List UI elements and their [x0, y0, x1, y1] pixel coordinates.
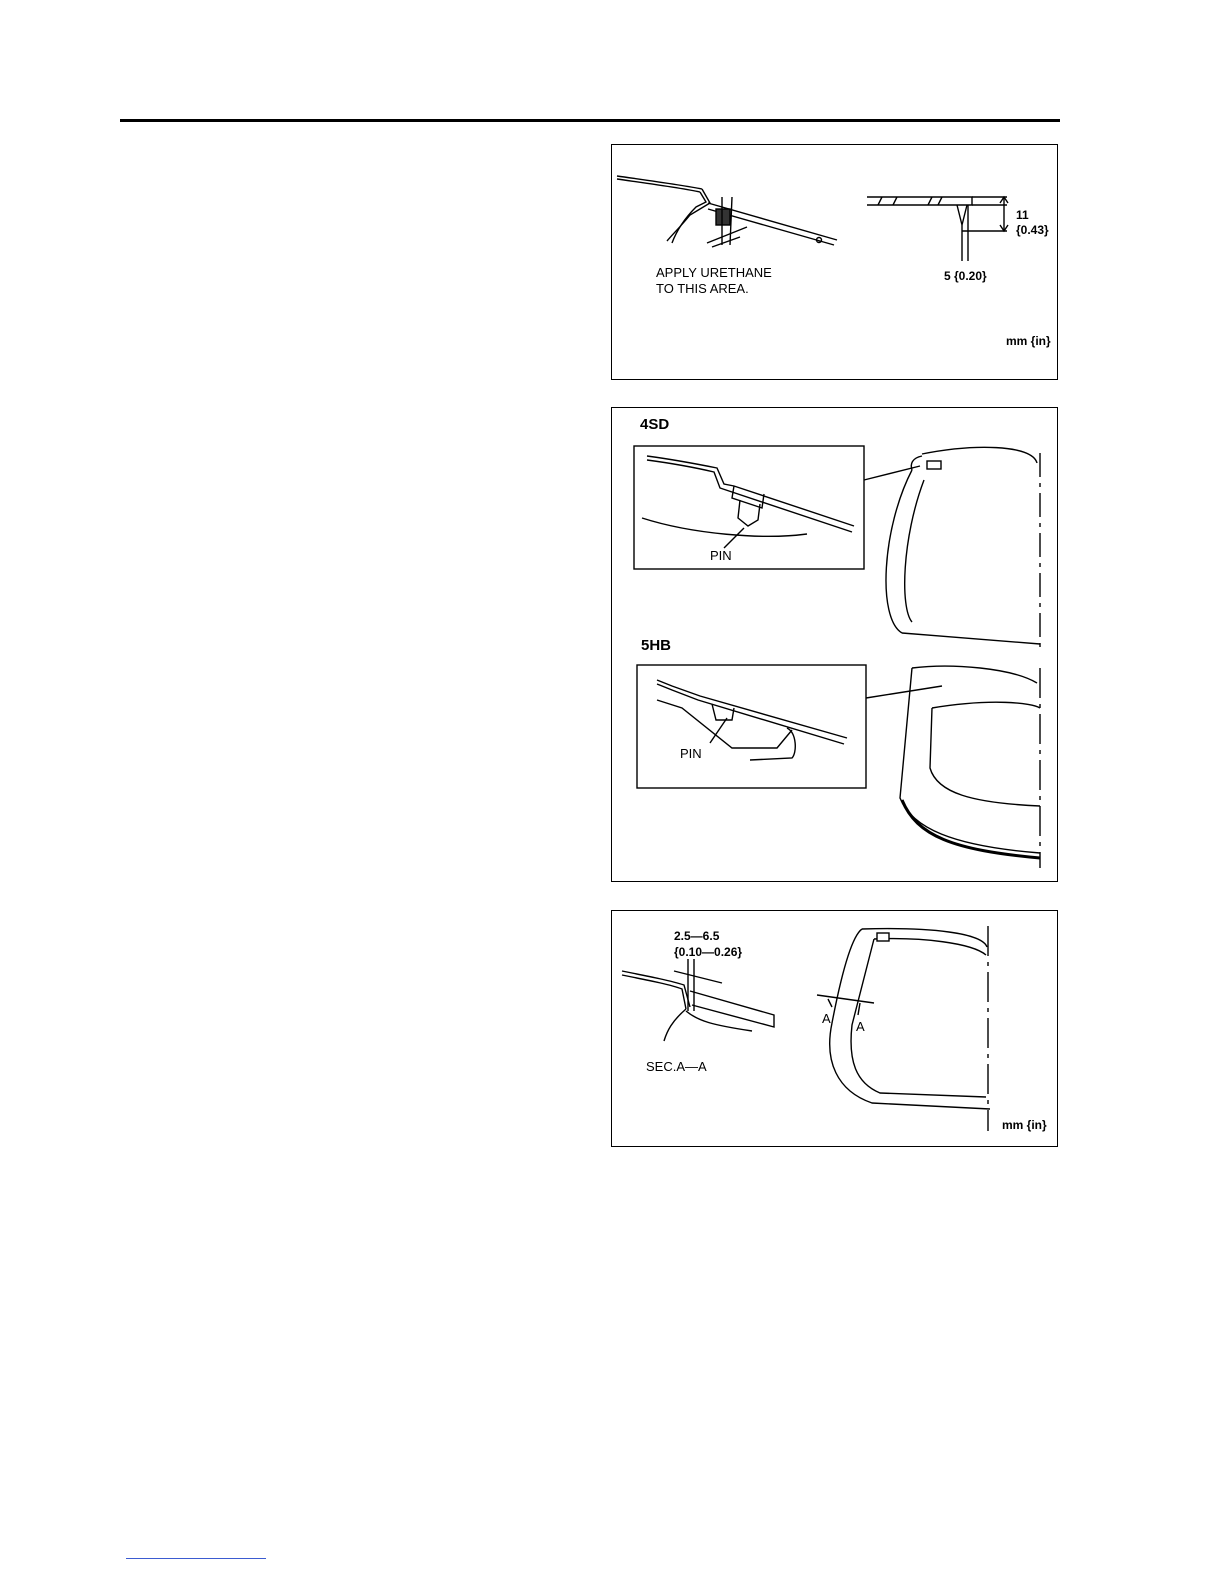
pin-label-5hb: PIN	[680, 746, 702, 761]
figure-bead-clearance	[611, 910, 1058, 1147]
apply-urethane-label-line2: TO THIS AREA.	[656, 281, 749, 296]
section-marker-right: A	[856, 1019, 865, 1034]
section-label: SEC.A—A	[646, 1059, 707, 1074]
unit-label: mm {in}	[1002, 1118, 1047, 1132]
clearance-dimension: 2.5—6.5	[674, 929, 720, 943]
footer-link-underline	[126, 1558, 266, 1559]
dimension-height: 11	[1016, 208, 1029, 222]
dimension-height-inches: {0.43}	[1016, 223, 1049, 237]
urethane-illustration	[612, 145, 1059, 381]
variant-4sd-label: 4SD	[640, 416, 670, 433]
dimension-width: 5 {0.20}	[944, 269, 987, 283]
apply-urethane-label-line1: APPLY URETHANE	[656, 265, 772, 280]
pin-label-4sd: PIN	[710, 548, 732, 563]
variant-5hb-label: 5HB	[641, 637, 672, 654]
figure-urethane-application	[611, 144, 1058, 380]
header-rule	[120, 119, 1060, 122]
figure-pin-locations	[611, 407, 1058, 882]
unit-label: mm {in}	[1006, 334, 1051, 348]
pin-location-illustration	[612, 408, 1059, 883]
section-marker-left: A	[822, 1011, 831, 1026]
clearance-dimension-inches: {0.10—0.26}	[674, 945, 743, 959]
